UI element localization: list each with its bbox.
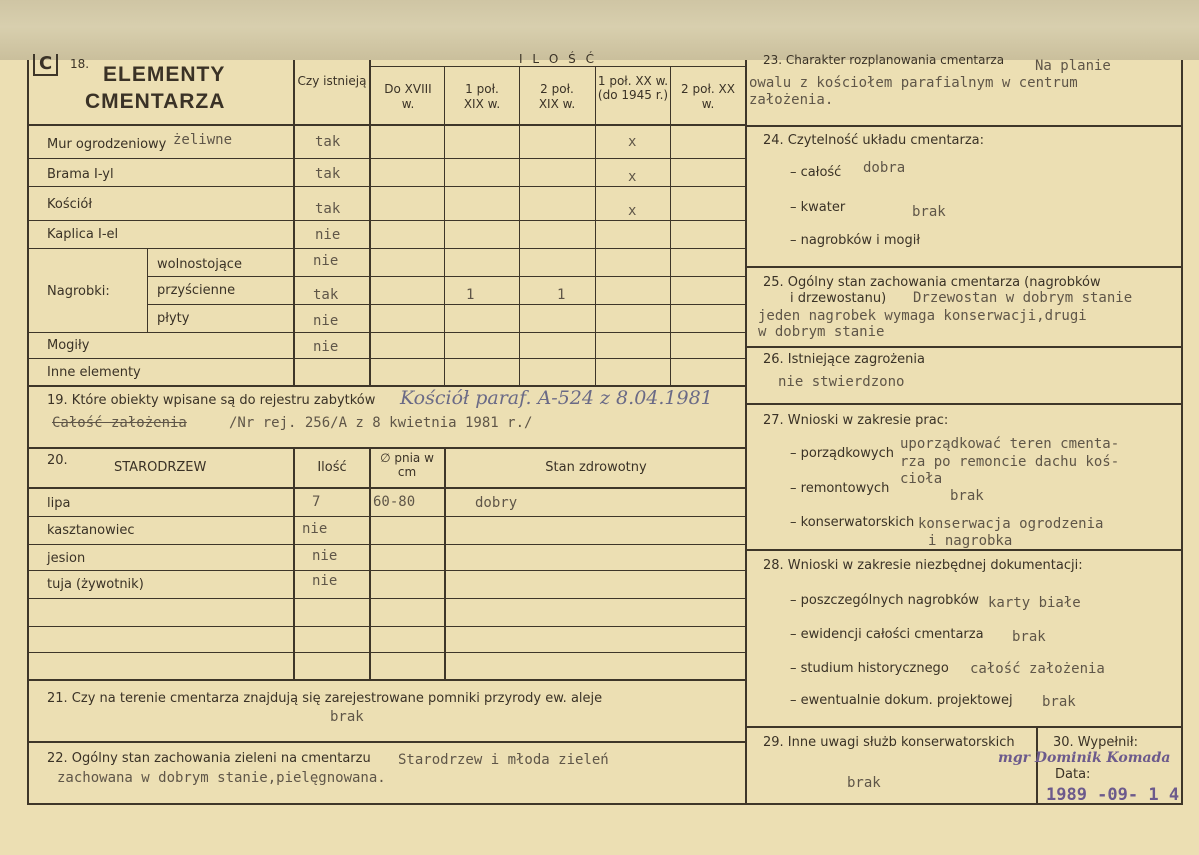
section-24-calosc-value: dobra bbox=[863, 160, 906, 176]
section-19-typed: /Nr rej. 256/A z 8 kwietnia 1981 r./ bbox=[229, 415, 533, 431]
row-plyty-label: płyty bbox=[157, 311, 190, 326]
section-27-remontowych-label: – remontowych bbox=[790, 481, 890, 496]
section-25-label-line2: i drzewostanu) bbox=[790, 291, 887, 306]
section-30-date-stamp: 1989 -09- 1 4 bbox=[1046, 785, 1180, 805]
section-27-remontowych-value: brak bbox=[950, 488, 984, 504]
col-1pol-xix: 1 poł. XIX w. bbox=[463, 82, 501, 111]
col-stan-zdrowotny: Stan zdrowotny bbox=[545, 460, 647, 475]
row-mur-czy: tak bbox=[315, 134, 341, 150]
section-27-porzadkowych-value-line3: cioła bbox=[900, 471, 943, 487]
section-22-label: 22. Ogólny stan zachowania zieleni na cmentarzu bbox=[47, 751, 371, 766]
section-27-konserw-value-line1: konserwacja ogrodzenia bbox=[918, 516, 1104, 532]
section-28-b-label: – ewidencji całości cmentarza bbox=[790, 627, 984, 642]
col-czy-istnieja: Czy istnieją bbox=[297, 74, 367, 88]
row-kosciol-label: Kościół bbox=[47, 197, 93, 212]
section-29-value: brak bbox=[847, 775, 881, 791]
tree-row-ilosc: nie bbox=[302, 521, 328, 537]
section-23-value-line1: Na planie bbox=[1035, 58, 1111, 74]
row-przyscienne-1pol-xix: 1 bbox=[466, 287, 475, 303]
section-24-label: 24. Czytelność układu cmentarza: bbox=[763, 133, 985, 148]
tree-row-ilosc: nie bbox=[312, 548, 338, 564]
section-22-value-line1: Starodrzew i młoda zieleń bbox=[398, 752, 609, 768]
row-brama-label: Brama I-yl bbox=[47, 167, 114, 182]
row-kosciol-czy: tak bbox=[315, 201, 341, 217]
row-wolnostojace-czy: nie bbox=[313, 253, 339, 269]
section-25-value-line3: w dobrym stanie bbox=[758, 324, 885, 340]
row-kaplica-czy: nie bbox=[315, 227, 341, 243]
section-18-title-line2: CMENTARZA bbox=[85, 90, 226, 113]
section-23-value-line2: owalu z kościołem parafialnym w centrum bbox=[749, 75, 1078, 91]
row-mur-label: Mur ogrodzeniowy bbox=[47, 137, 167, 152]
section-23-value-line3: założenia. bbox=[749, 92, 834, 108]
row-mogily-label: Mogiły bbox=[47, 338, 90, 353]
section-20-number: 20. bbox=[47, 453, 68, 468]
col-1pol-xx: 1 poł. XX w. (do 1945 r.) bbox=[597, 74, 669, 102]
col-ilosc: Ilość bbox=[317, 460, 347, 475]
section-28-a-label: – poszczególnych nagrobków bbox=[790, 593, 980, 608]
row-kosciol-mark: x bbox=[628, 203, 637, 219]
section-26-value: nie stwierdzono bbox=[778, 374, 905, 390]
row-plyty-czy: nie bbox=[313, 313, 339, 329]
row-przyscienne-label: przyścienne bbox=[157, 283, 236, 298]
section-28-c-value: całość założenia bbox=[970, 661, 1105, 677]
section-19-struck: Całość założenia bbox=[52, 415, 187, 431]
section-29-label: 29. Inne uwagi służb konserwatorskich bbox=[763, 735, 1015, 750]
section-24-calosc-label: – całość bbox=[790, 165, 842, 180]
row-przyscienne-czy: tak bbox=[313, 287, 339, 303]
section-30-label: 30. Wypełnił: bbox=[1053, 735, 1138, 750]
section-24-kwater-value: brak bbox=[912, 204, 946, 220]
section-25-value-line1: Drzewostan w dobrym stanie bbox=[913, 290, 1133, 306]
tree-row-name: tuja (żywotnik) bbox=[47, 577, 144, 592]
section-28-label: 28. Wnioski w zakresie niezbędnej dokumentacji: bbox=[763, 558, 1083, 573]
section-25-label-line1: 25. Ogólny stan zachowania cmentarza (nagrobków bbox=[763, 275, 1101, 290]
section-27-konserw-label: – konserwatorskich bbox=[790, 515, 915, 530]
tree-row-stan: dobry bbox=[475, 495, 518, 511]
section-30-name-stamp: mgr Dominik Komada bbox=[998, 750, 1171, 766]
col-pnia: ∅ pnia w cm bbox=[380, 451, 434, 479]
section-23-label: 23. Charakter rozplanowania cmentarza bbox=[763, 53, 1005, 67]
row-mur-note: żeliwne bbox=[173, 132, 233, 148]
section-27-porzadkowych-label: – porządkowych bbox=[790, 446, 894, 461]
section-28-d-value: brak bbox=[1042, 694, 1076, 710]
section-26-label: 26. Istniejące zagrożenia bbox=[763, 352, 925, 367]
tree-row-pnia: 60-80 bbox=[373, 494, 416, 510]
tree-row-ilosc: 7 bbox=[312, 494, 321, 510]
section-24-nagrobkow-label: – nagrobków i mogił bbox=[790, 233, 921, 248]
section-28-d-label: – ewentualnie dokum. projektowej bbox=[790, 693, 1013, 708]
section-28-c-label: – studium historycznego bbox=[790, 661, 949, 676]
tree-row-name: jesion bbox=[47, 551, 86, 566]
section-18-number: 18. bbox=[70, 57, 90, 71]
section-27-label: 27. Wnioski w zakresie prac: bbox=[763, 413, 949, 428]
card-letter: C bbox=[33, 54, 58, 76]
section-25-value-line2: jeden nagrobek wymaga konserwacji,drugi bbox=[758, 308, 1087, 324]
section-18-title-line1: ELEMENTY bbox=[103, 63, 226, 86]
row-brama-mark: x bbox=[628, 169, 637, 185]
section-20-title: STARODRZEW bbox=[114, 460, 207, 475]
section-22-value-line2: zachowana w dobrym stanie,pielęgnowana. bbox=[57, 770, 386, 786]
row-inne-label: Inne elementy bbox=[47, 365, 141, 380]
index-card bbox=[0, 52, 1199, 855]
section-28-b-value: brak bbox=[1012, 629, 1046, 645]
section-30-date-label: Data: bbox=[1055, 767, 1091, 782]
row-brama-czy: tak bbox=[315, 166, 341, 182]
row-mur-mark: x bbox=[628, 134, 637, 150]
row-kaplica-label: Kaplica I-el bbox=[47, 227, 119, 242]
section-24-kwater-label: – kwater bbox=[790, 200, 846, 215]
row-wolnostojace-label: wolnostojące bbox=[157, 257, 242, 272]
section-21-label: 21. Czy na terenie cmentarza znajdują się zarejestrowane pomniki przyrody ew. aleje bbox=[47, 691, 603, 706]
section-28-a-value: karty białe bbox=[988, 595, 1081, 611]
tree-row-ilosc: nie bbox=[312, 573, 338, 589]
section-19-handwritten: Kościół paraf. A-524 z 8.04.1981 bbox=[400, 387, 713, 409]
section-27-porzadkowych-value-line1: uporządkować teren cmenta- bbox=[900, 436, 1120, 452]
row-nagrobki-label: Nagrobki: bbox=[47, 284, 110, 299]
section-21-value: brak bbox=[330, 709, 364, 725]
tree-row-name: lipa bbox=[47, 496, 71, 511]
section-19-label: 19. Które obiekty wpisane są do rejestru zabytków bbox=[47, 393, 376, 408]
col-2pol-xix: 2 poł. XIX w. bbox=[538, 82, 576, 111]
row-przyscienne-2pol-xix: 1 bbox=[557, 287, 566, 303]
section-27-porzadkowych-value-line2: rza po remoncie dachu koś- bbox=[900, 454, 1120, 470]
col-do-xviii: Do XVIII w. bbox=[384, 82, 432, 111]
row-mogily-czy: nie bbox=[313, 339, 339, 355]
tree-row-name: kasztanowiec bbox=[47, 523, 135, 538]
col-2pol-xx: 2 poł. XX w. bbox=[681, 82, 735, 111]
section-27-konserw-value-line2: i nagrobka bbox=[928, 533, 1013, 549]
col-ilosc-header: I L O Ś Ć bbox=[519, 52, 597, 66]
